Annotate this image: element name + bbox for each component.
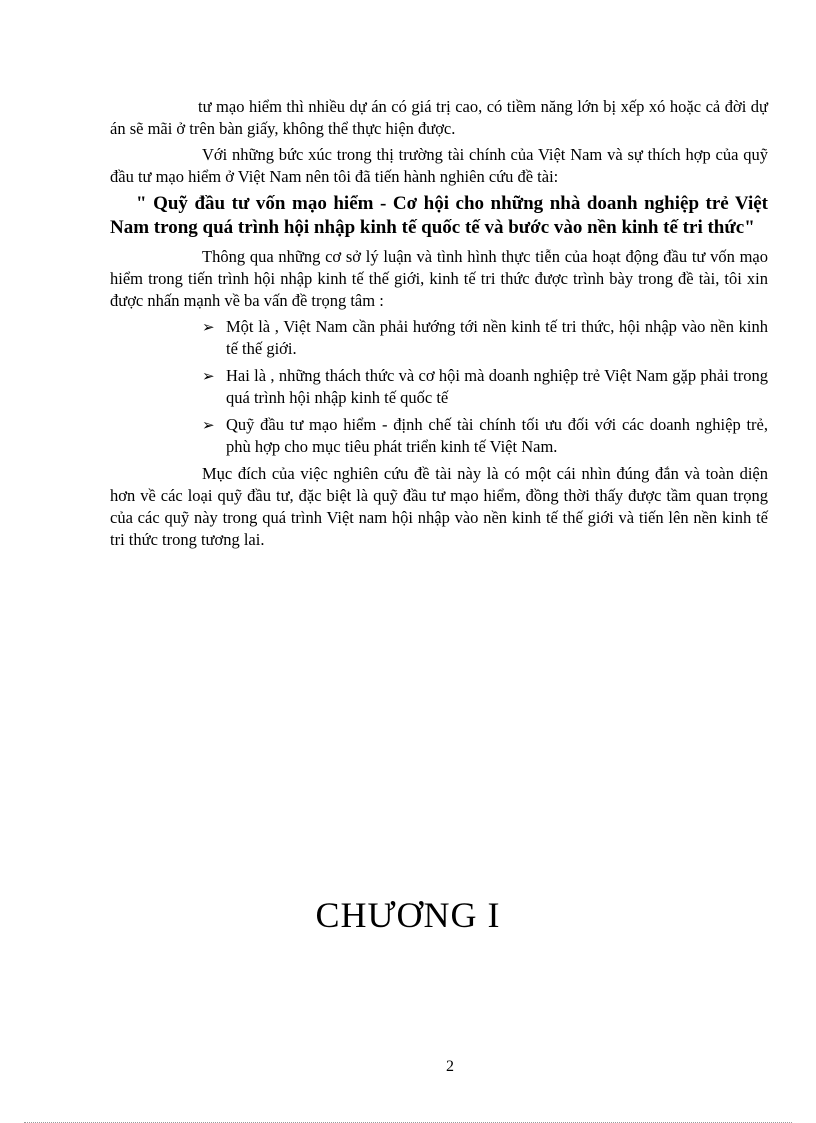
arrow-bullet-icon: ➢ bbox=[202, 416, 215, 434]
focus-list bbox=[110, 316, 768, 458]
arrow-bullet-icon: ➢ bbox=[202, 318, 215, 336]
paragraph-intro: Thông qua những cơ sở lý luận và tình hình thực tiễn của hoạt động đầu tư vốn mạo hiểm trong tiến trình hội nhập kinh tế thế giới, kinh tế tri thức được trình bày trong đề tài, tôi xin được nhấn mạnh về ba vấn đề trọng tâm : bbox=[110, 247, 768, 310]
page-number: 2 bbox=[446, 1058, 454, 1075]
list-item-text: Hai là , những thách thức và cơ hội mà doanh nghiệp trẻ Việt Nam gặp phải trong quá trình hội nhập kinh tế quốc tế bbox=[226, 366, 768, 407]
list-item bbox=[110, 365, 768, 409]
list-item-text: Một là , Việt Nam cần phải hướng tới nền kinh tế tri thức, hội nhập vào nền kinh tế thế giới. bbox=[226, 317, 768, 358]
list-item bbox=[110, 316, 768, 360]
paragraph-conclusion: Mục đích của việc nghiên cứu đề tài này là có một cái nhìn đúng đắn và toàn diện hơn về các loại quỹ đầu tư, đặc biệt là quỹ đầu tư mạo hiểm, đồng thời thấy được tầm quan trọng của các quỹ này trong quá trình Việt nam hội nhập vào nền kinh tế thế giới và tiến lên nền kinh tế tri thức trong tương lai. bbox=[110, 464, 768, 549]
paragraph-motivation: Với những bức xúc trong thị trường tài chính của Việt Nam và sự thích hợp của quỹ đầu tư mạo hiểm ở Việt Nam nên tôi đã tiến hành nghiên cứu đề tài: bbox=[110, 145, 768, 186]
chapter-heading: CHƯƠNG I bbox=[315, 895, 501, 935]
list-item bbox=[110, 414, 768, 458]
body-text bbox=[110, 96, 768, 555]
paragraph-continued: tư mạo hiểm thì nhiều dự án có giá trị cao, có tiềm năng lớn bị xếp xó hoặc cả đời dự án sẽ mãi ở trên bàn giấy, không thể thực hiện được. bbox=[110, 97, 768, 138]
thesis-title: " Quỹ đầu tư vốn mạo hiểm - Cơ hội cho những nhà doanh nghiệp trẻ Việt Nam trong quá trình hội nhập kinh tế quốc tế và bước vào nền kinh tế tri thức" bbox=[110, 193, 768, 238]
list-item-text: Quỹ đầu tư mạo hiểm - định chế tài chính tối ưu đối với các doanh nghiệp trẻ, phù hợp cho mục tiêu phát triển kinh tế Việt Nam. bbox=[226, 415, 768, 456]
arrow-bullet-icon: ➢ bbox=[202, 367, 215, 385]
